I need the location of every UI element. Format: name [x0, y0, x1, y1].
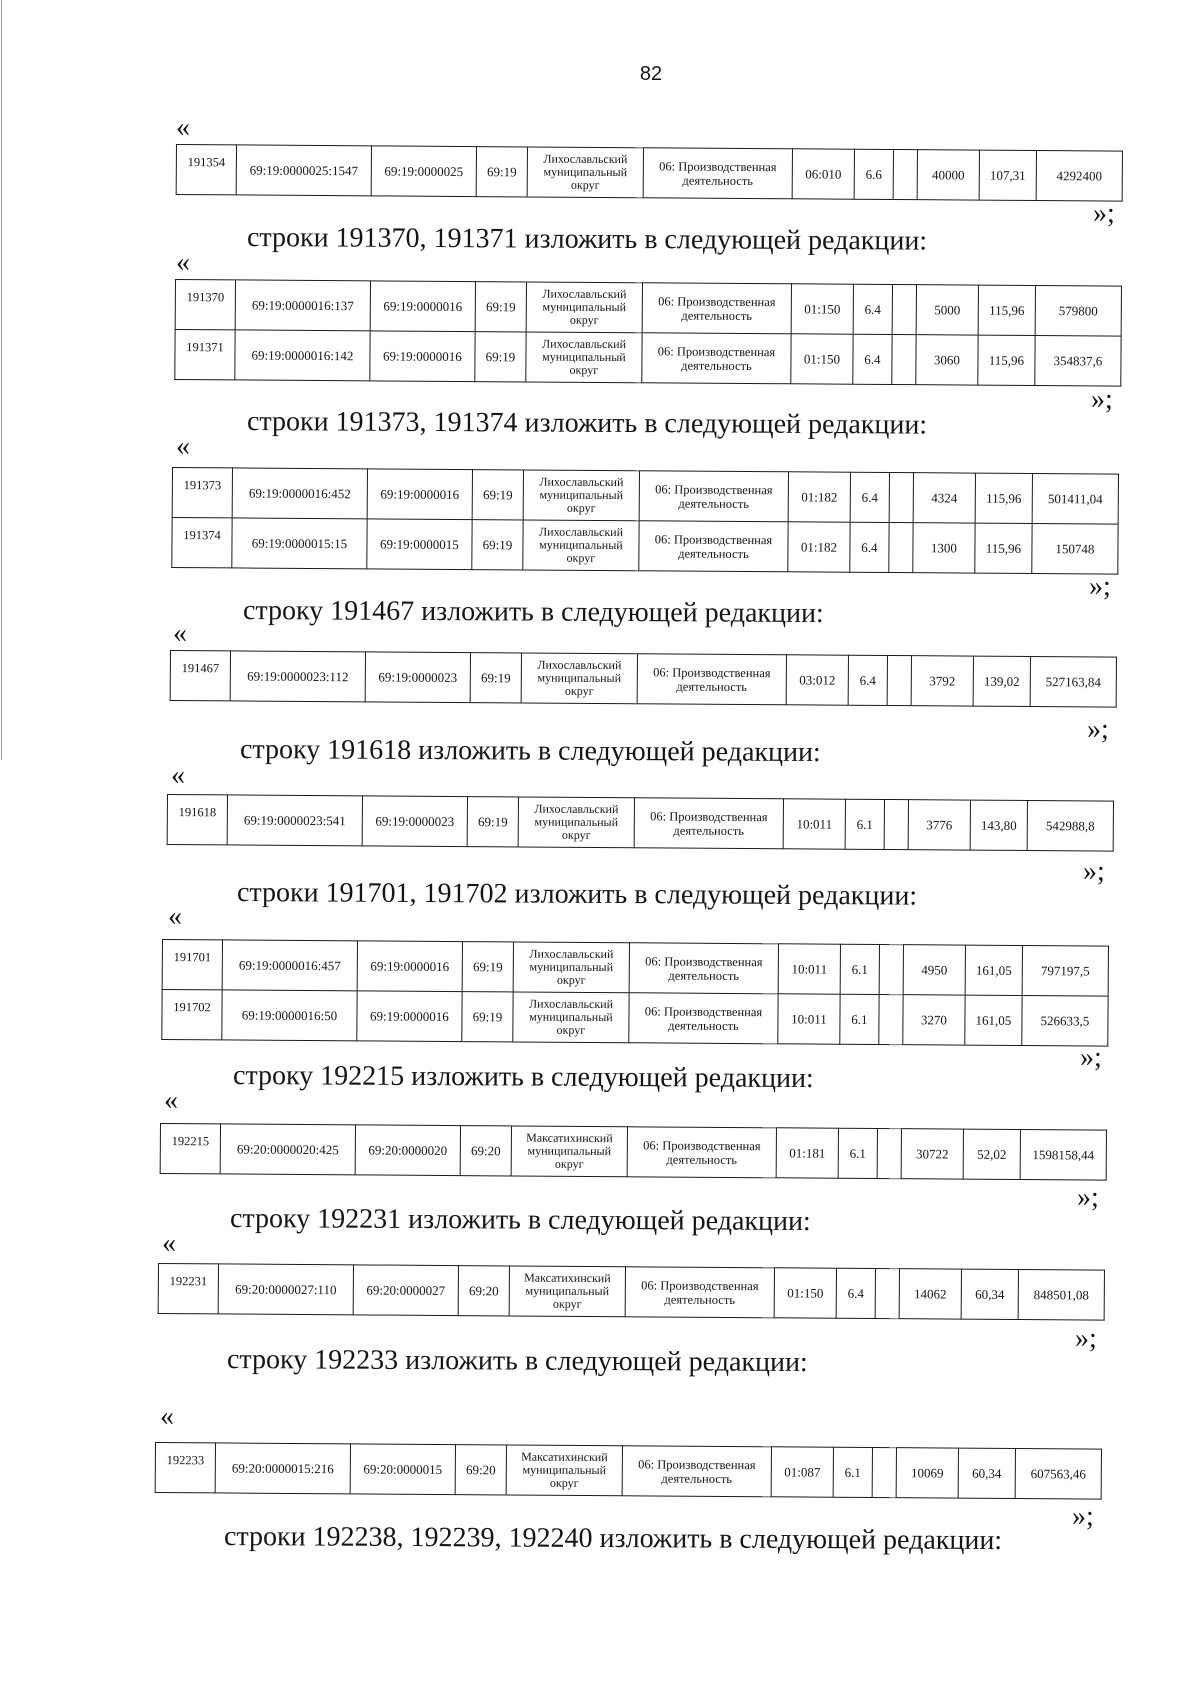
cadastral-number: 69:20:0000027:110: [218, 1264, 353, 1315]
cadastral-quarter: 69:19:0000016: [357, 941, 462, 992]
activity-code: 10:011: [778, 994, 840, 1044]
district-code: 69:19: [476, 147, 527, 197]
table-row: [176, 145, 1122, 202]
cadastral-quarter: 69:19:0000016: [357, 991, 462, 1042]
district-code: 69:19: [462, 942, 513, 992]
cadastral-number: 69:19:0000023:112: [230, 651, 365, 702]
specific-value: 107,31: [979, 150, 1036, 200]
row-number: 191702: [173, 999, 211, 1014]
opening-quote: «: [164, 1085, 178, 1116]
specific-value: 52,02: [963, 1129, 1020, 1179]
row-number-cell: [175, 280, 235, 330]
municipality: Максатихинский муниципальный округ: [511, 1126, 627, 1177]
cadastral-quarter: 69:19:0000025: [371, 146, 476, 197]
cadastral-number: 69:19:0000023:541: [227, 795, 362, 846]
cadastral-number: 69:19:0000016:457: [222, 940, 357, 991]
area: 14062: [899, 1269, 961, 1319]
activity-code: 01:150: [791, 334, 853, 384]
cadastral-number: 69:19:0000015:15: [232, 518, 367, 569]
cadastral-number: 69:19:0000016:142: [235, 330, 370, 381]
row-number: 191701: [173, 949, 212, 964]
row-number: 192231: [169, 1273, 208, 1288]
empty-cell: [875, 1269, 899, 1319]
specific-value: 115,96: [975, 523, 1032, 573]
area: 1300: [913, 523, 975, 573]
municipality: Лихославльский муниципальный округ: [521, 653, 637, 704]
cadastral-number: 69:19:0000016:50: [222, 990, 357, 1041]
scan-edge-line: [1, 0, 2, 760]
row-number-cell: [162, 940, 222, 990]
cadastral-value: 150748: [1032, 524, 1118, 575]
specific-value: 161,05: [965, 945, 1022, 995]
municipality: Лихославльский муниципальный округ: [513, 942, 629, 993]
empty-cell: [879, 995, 903, 1045]
municipality: Максатихинский муниципальный округ: [506, 1445, 622, 1496]
instruction-heading: строки 192238, 192239, 192240 изложить в следующей редакции:: [223, 1521, 1003, 1557]
cadastral-value: 501411,04: [1032, 474, 1118, 525]
area: 3776: [908, 800, 970, 850]
group-code: 6.1: [833, 1447, 872, 1497]
empty-cell: [892, 335, 916, 385]
instruction-heading: строки 191373, 191374 изложить в следующей редакции:: [246, 406, 928, 441]
instruction-heading: строку 192231 изложить в следующей редакции:: [229, 1203, 811, 1238]
specific-value: 115,96: [978, 285, 1035, 335]
closing-quote: »;: [1080, 1042, 1102, 1073]
cadastral-quarter: 69:19:0000023: [362, 796, 467, 847]
cadastral-quarter: 69:19:0000016: [370, 281, 475, 332]
municipality: Лихославльский муниципальный округ: [526, 332, 642, 383]
activity-type: 06: Производственная деятельность: [642, 283, 791, 334]
table-row: [170, 651, 1116, 708]
table-row: [175, 330, 1121, 387]
group-code: 6.1: [838, 1128, 877, 1178]
closing-quote: »;: [1083, 856, 1105, 887]
district-code: 69:19: [462, 992, 513, 1042]
district-code: 69:19: [472, 470, 523, 520]
district-code: 69:20: [460, 1126, 511, 1176]
table-row: [167, 795, 1113, 852]
municipality: Лихославльский муниципальный округ: [527, 147, 643, 198]
table-block-2: [171, 467, 1119, 575]
row-number: 191374: [183, 527, 221, 542]
empty-cell: [879, 945, 903, 995]
table-row: [175, 280, 1121, 337]
specific-value: 115,96: [975, 473, 1032, 523]
opening-quote: «: [176, 431, 190, 462]
group-code: 6.4: [836, 1268, 875, 1318]
opening-quote: «: [160, 1401, 174, 1432]
specific-value: 143,80: [970, 800, 1027, 850]
activity-type: 06: Производственная деятельность: [625, 1267, 774, 1318]
activity-code: 01:181: [776, 1128, 838, 1178]
page-number: 82: [639, 63, 663, 85]
group-code: 6.6: [854, 149, 893, 199]
table-block-3: [170, 650, 1117, 708]
cadastral-value: 848501,08: [1018, 1270, 1104, 1321]
municipality: Максатихинский муниципальный округ: [509, 1266, 625, 1317]
empty-cell: [877, 1129, 901, 1179]
activity-code: 10:011: [783, 799, 845, 849]
activity-type: 06: Производственная деятельность: [639, 471, 788, 522]
table-block-6: [160, 1123, 1107, 1181]
row-number: 191371: [186, 339, 224, 354]
instruction-heading: строку 191467 изложить в следующей редакции:: [242, 595, 824, 630]
area: 40000: [917, 150, 979, 200]
cadastral-number: 69:20:0000015:216: [215, 1443, 350, 1494]
row-number-cell: [172, 518, 232, 568]
table-row: [162, 940, 1108, 997]
activity-code: 10:011: [778, 944, 840, 994]
activity-code: 01:182: [788, 472, 850, 522]
opening-quote: «: [173, 618, 187, 649]
district-code: 69:19: [467, 797, 518, 847]
group-code: 6.4: [853, 284, 892, 334]
opening-quote: «: [162, 1228, 176, 1259]
group-code: 6.1: [840, 944, 879, 994]
municipality: Лихославльский муниципальный округ: [518, 797, 634, 848]
row-number: 191370: [186, 289, 225, 304]
closing-quote: »;: [1089, 571, 1111, 602]
specific-value: 115,96: [978, 335, 1035, 385]
activity-type: 06: Производственная деятельность: [622, 1446, 771, 1497]
opening-quote: «: [168, 901, 182, 932]
cadastral-value: 797197,5: [1022, 946, 1108, 997]
group-code: 6.4: [853, 334, 892, 384]
row-number-cell: [170, 651, 230, 701]
cadastral-number: 69:19:0000016:137: [235, 280, 370, 331]
activity-type: 06: Производственная деятельность: [634, 798, 783, 849]
empty-cell: [887, 656, 911, 706]
activity-type: 06: Производственная деятельность: [639, 521, 788, 572]
activity-type: 06: Производственная деятельность: [629, 993, 778, 1044]
instruction-heading: строки 191370, 191371 изложить в следующей редакции:: [246, 222, 928, 257]
cadastral-value: 1598158,44: [1020, 1130, 1106, 1181]
specific-value: 60,34: [961, 1269, 1018, 1319]
table-row: [162, 990, 1108, 1047]
group-code: 6.1: [840, 994, 879, 1044]
table-block-5: [161, 939, 1109, 1047]
activity-type: 06: Производственная деятельность: [643, 148, 792, 199]
activity-code: 03:012: [786, 655, 848, 705]
row-number-cell: [155, 1443, 215, 1493]
municipality: Лихославльский муниципальный округ: [523, 520, 639, 571]
table-row: [172, 518, 1118, 575]
district-code: 69:20: [458, 1266, 509, 1316]
cadastral-quarter: 69:19:0000016: [367, 469, 472, 520]
activity-code: 01:150: [791, 284, 853, 334]
table-block-4: [167, 794, 1114, 852]
row-number-cell: [175, 330, 235, 380]
instruction-heading: строки 191701, 191702 изложить в следующей редакции:: [236, 877, 918, 912]
activity-code: 01:087: [771, 1447, 833, 1497]
activity-code: 01:182: [788, 522, 850, 572]
cadastral-number: 69:19:0000016:452: [232, 468, 367, 519]
cadastral-value: 607563,46: [1015, 1449, 1101, 1500]
group-code: 6.1: [845, 799, 884, 849]
specific-value: 60,34: [958, 1448, 1015, 1498]
empty-cell: [889, 523, 913, 573]
group-code: 6.4: [848, 655, 887, 705]
area: 30722: [901, 1129, 963, 1179]
closing-quote: »;: [1072, 1501, 1094, 1532]
district-code: 69:19: [475, 332, 526, 382]
row-number-cell: [172, 468, 232, 518]
row-number-cell: [162, 990, 222, 1040]
specific-value: 161,05: [965, 995, 1022, 1045]
district-code: 69:20: [455, 1445, 506, 1495]
cadastral-quarter: 69:19:0000015: [367, 519, 472, 570]
cadastral-quarter: 69:20:0000020: [355, 1125, 460, 1176]
table-block-1: [174, 279, 1122, 387]
closing-quote: »;: [1087, 714, 1109, 745]
closing-quote: »;: [1077, 1182, 1099, 1213]
empty-cell: [889, 473, 913, 523]
row-number: 191373: [183, 477, 222, 492]
row-number-cell: [160, 1124, 220, 1174]
row-number: 191618: [178, 804, 217, 819]
area: 4324: [913, 473, 975, 523]
row-number: 191354: [187, 154, 226, 169]
opening-quote: «: [176, 112, 190, 143]
cadastral-value: 579800: [1035, 286, 1121, 337]
table-block-0: [176, 144, 1123, 202]
cadastral-quarter: 69:19:0000023: [365, 652, 470, 703]
opening-quote: «: [176, 247, 190, 278]
cadastral-number: 69:19:0000025:1547: [236, 145, 371, 196]
municipality: Лихославльский муниципальный округ: [513, 992, 629, 1043]
row-number: 191467: [181, 660, 220, 675]
area: 5000: [916, 285, 978, 335]
district-code: 69:19: [475, 282, 526, 332]
row-number: 192233: [166, 1452, 205, 1467]
area: 4950: [903, 945, 965, 995]
activity-code: 01:150: [774, 1268, 836, 1318]
area: 10069: [896, 1448, 958, 1498]
instruction-heading: строку 192233 изложить в следующей редакции:: [226, 1344, 808, 1379]
activity-type: 06: Производственная деятельность: [637, 654, 786, 705]
cadastral-number: 69:20:0000020:425: [220, 1124, 355, 1175]
area: 3792: [911, 656, 973, 706]
activity-type: 06: Производственная деятельность: [642, 333, 791, 384]
closing-quote: »;: [1075, 1323, 1097, 1354]
district-code: 69:19: [472, 520, 523, 570]
area: 3270: [903, 995, 965, 1045]
activity-type: 06: Производственная деятельность: [627, 1127, 776, 1178]
empty-cell: [893, 150, 917, 200]
empty-cell: [884, 800, 908, 850]
activity-code: 06:010: [792, 149, 854, 199]
cadastral-quarter: 69:20:0000027: [353, 1265, 458, 1316]
instruction-heading: строку 192215 изложить в следующей редакции:: [232, 1060, 814, 1095]
cadastral-value: 527163,84: [1030, 657, 1116, 708]
cadastral-value: 354837,6: [1035, 336, 1121, 387]
row-number-cell: [167, 795, 227, 845]
closing-quote: »;: [1093, 198, 1115, 229]
area: 3060: [916, 335, 978, 385]
table-block-7: [158, 1263, 1105, 1321]
instruction-heading: строку 191618 изложить в следующей редакции:: [239, 734, 821, 769]
closing-quote: »;: [1091, 384, 1113, 415]
cadastral-quarter: 69:19:0000016: [370, 331, 475, 382]
cadastral-value: 4292400: [1036, 151, 1122, 202]
table-row: [155, 1443, 1101, 1500]
municipality: Лихославльский муниципальный округ: [526, 282, 642, 333]
group-code: 6.4: [850, 472, 889, 522]
cadastral-value: 526633,5: [1022, 996, 1108, 1047]
row-number: 192215: [171, 1133, 210, 1148]
district-code: 69:19: [470, 653, 521, 703]
table-block-8: [155, 1442, 1102, 1500]
group-code: 6.4: [850, 522, 889, 572]
cadastral-quarter: 69:20:0000015: [350, 1444, 455, 1495]
row-number-cell: [158, 1264, 218, 1314]
opening-quote: «: [171, 760, 185, 791]
cadastral-value: 542988,8: [1027, 801, 1113, 852]
empty-cell: [872, 1448, 896, 1498]
activity-type: 06: Производственная деятельность: [629, 943, 778, 994]
row-number-cell: [176, 145, 236, 195]
table-row: [160, 1124, 1106, 1181]
table-row: [172, 468, 1118, 525]
table-row: [158, 1264, 1104, 1321]
empty-cell: [892, 285, 916, 335]
municipality: Лихославльский муниципальный округ: [523, 470, 639, 521]
specific-value: 139,02: [973, 656, 1030, 706]
